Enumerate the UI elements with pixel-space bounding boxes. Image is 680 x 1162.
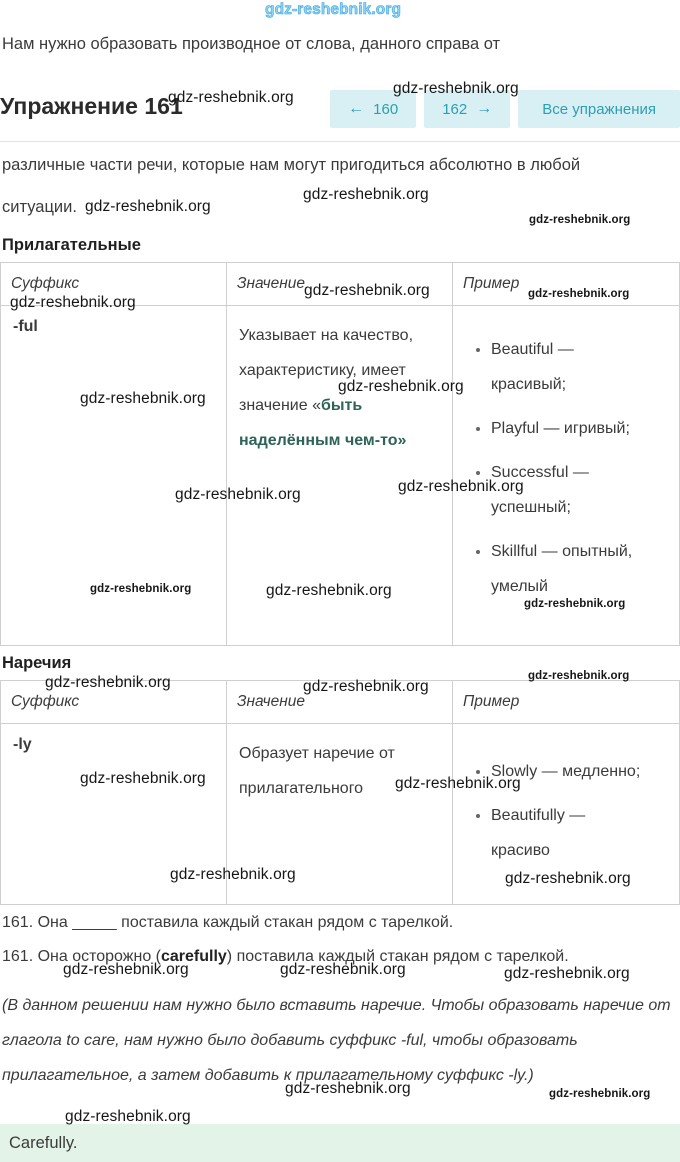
watermark: gdz-reshebnik.org — [80, 390, 206, 407]
watermark: gdz-reshebnik.org — [549, 1088, 651, 1100]
watermark: gdz-reshebnik.org — [170, 866, 296, 883]
watermark: gdz-reshebnik.org — [85, 198, 211, 215]
column-header-example: Пример — [453, 263, 680, 306]
next-exercise-label: 162 — [442, 100, 468, 118]
examples-cell — [453, 306, 680, 646]
watermark: gdz-reshebnik.org — [175, 486, 301, 503]
column-header-suffix: Суффикс — [1, 263, 227, 306]
suffix-cell: -ly — [1, 724, 227, 905]
task-solved-suffix: ) поставила каждый стакан рядом с тарелкой. — [226, 948, 569, 965]
section-title-adverbs: Наречия — [2, 654, 72, 672]
final-answer: Carefully. — [0, 1124, 680, 1162]
watermark: gdz-reshebnik.org — [505, 870, 631, 887]
arrow-left-icon: ← — [348, 100, 365, 117]
watermark: gdz-reshebnik.org — [528, 288, 630, 300]
suffix-cell: -ful — [1, 306, 227, 646]
watermark: gdz-reshebnik.org — [303, 678, 429, 695]
prev-exercise-label: 160 — [373, 100, 399, 118]
watermark: gdz-reshebnik.org — [63, 961, 189, 978]
watermark: gdz-reshebnik.org — [398, 478, 524, 495]
column-header-suffix: Суффикс — [1, 681, 227, 724]
column-header-example: Пример — [453, 681, 680, 724]
list-item: • Skillful — опытный, умелый — [491, 534, 647, 604]
watermark: gdz-reshebnik.org — [304, 282, 430, 299]
watermark: gdz-reshebnik.org — [303, 186, 429, 203]
watermark: gdz-reshebnik.org — [529, 214, 631, 226]
watermark: gdz-reshebnik.org — [280, 961, 406, 978]
meaning-text-emphasis: быть наделённым чем-то» — [239, 397, 407, 449]
column-header-meaning: Значение — [227, 263, 453, 306]
list-item: • Playful — игривый; — [491, 411, 647, 446]
examples-list — [465, 754, 647, 868]
list-item: • Slowly — медленно; — [491, 754, 647, 789]
watermark: gdz-reshebnik.org — [10, 294, 136, 311]
arrow-right-icon: → — [476, 100, 493, 117]
watermark: gdz-reshebnik.org — [393, 80, 519, 97]
list-item: • Successful — успешный; — [491, 455, 647, 525]
explanation-text: (В данном решении нам нужно было вставить наречие. Чтобы образовать наречие от глагола to care, нам нужно было добавить суффикс -ful, чтобы образовать прилагательное, а затем добавить к прилагательному суффикс -ly.) — [2, 997, 671, 1084]
intro-text-continuation: различные части речи, которые нам могут пригодиться абсолютно в любой ситуации. — [2, 156, 581, 216]
header-divider — [0, 141, 680, 142]
watermark: gdz-reshebnik.org — [168, 89, 294, 106]
watermark: gdz-reshebnik.org — [65, 1108, 191, 1125]
watermark: gdz-reshebnik.org — [80, 770, 206, 787]
examples-list — [465, 332, 647, 604]
column-header-meaning: Значение — [227, 681, 453, 724]
watermark: gdz-reshebnik.org — [266, 582, 392, 599]
meaning-text: Указывает на качество, характеристику, имеет значение « — [239, 327, 414, 414]
section-title-adjectives: Прилагательные — [2, 236, 141, 254]
watermark: gdz-reshebnik.org — [45, 674, 171, 691]
watermark: gdz-reshebnik.org — [395, 775, 521, 792]
all-exercises-button[interactable]: Все упражнения — [518, 90, 680, 128]
watermark: gdz-reshebnik.org — [504, 965, 630, 982]
task-solved-word: carefully — [160, 948, 227, 965]
watermark: gdz-reshebnik.org — [524, 598, 626, 610]
task-sentence-blank: 161. Она _____ поставила каждый стакан рядом с тарелкой. — [2, 914, 454, 931]
watermark: gdz-reshebnik.org — [528, 670, 630, 682]
meaning-cell: Образует наречие от прилагательного — [227, 724, 453, 905]
intro-text-line: Нам нужно образовать производное от слова, данного справа от — [2, 35, 501, 53]
list-item: • Beautifully — красиво — [491, 798, 647, 868]
watermark: gdz-reshebnik.org — [90, 583, 192, 595]
watermark: gdz-reshebnik.org — [285, 1080, 411, 1097]
task-solved-prefix: 161. Она осторожно ( — [2, 948, 161, 965]
site-watermark-link: gdz-reshebnik.org — [265, 1, 402, 18]
list-item: • Beautiful — красивый; — [491, 332, 647, 402]
exercise-title: Упражнение 161 — [0, 93, 183, 119]
watermark: gdz-reshebnik.org — [338, 378, 464, 395]
